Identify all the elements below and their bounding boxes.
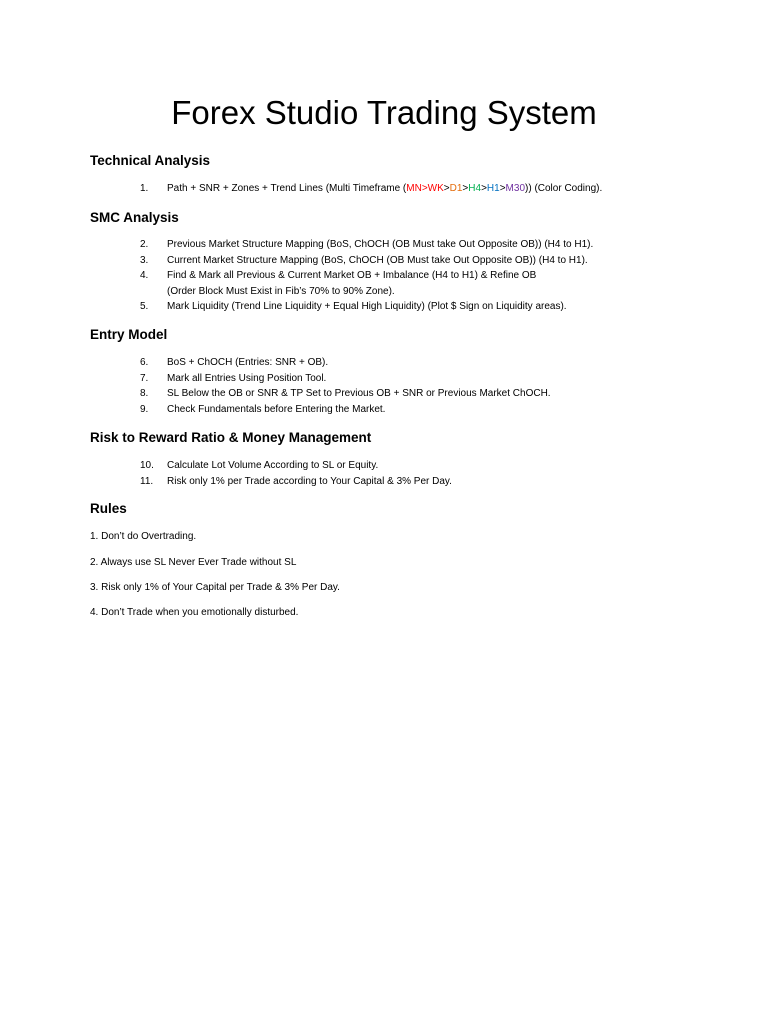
section-heading-rules: Rules	[90, 501, 127, 516]
list-item-text: Risk only 1% per Trade according to Your Capital & 3% Per Day.	[167, 475, 452, 487]
list-item-text	[167, 181, 602, 197]
list-item-text: Current Market Structure Mapping (BoS, ChOCH (OB Must take Out Opposite OB)) (H4 to H1).	[167, 254, 588, 266]
timeframe-wk: WK	[427, 183, 444, 194]
rule-item: 1. Don’t do Overtrading.	[90, 531, 197, 542]
list-item-text: Check Fundamentals before Entering the Market.	[167, 403, 386, 415]
list-item-number: 4.	[140, 270, 149, 281]
timeframe-separator: >	[481, 183, 487, 194]
list-item	[140, 371, 551, 387]
list-item	[140, 299, 593, 315]
list-item-text: Mark all Entries Using Position Tool.	[167, 372, 327, 384]
section-heading-technical-analysis: Technical Analysis	[90, 153, 211, 168]
list-item-number: 8.	[140, 388, 149, 399]
entry-model-list	[140, 355, 551, 417]
list-item	[140, 402, 551, 418]
timeframe-h1: H1	[486, 183, 500, 194]
list-item-number: 1.	[140, 183, 149, 194]
timeframe-prefix: Path + SNR + Zones + Trend Lines (Multi Timeframe (	[167, 183, 407, 194]
list-item-number: 6.	[140, 357, 149, 368]
list-item	[140, 458, 452, 474]
list-item-number: 11.	[140, 475, 154, 487]
risk-management-list	[140, 458, 452, 489]
list-item-line: Find & Mark all Previous & Current Market OB + Imbalance (H4 to H1) & Refine OB	[167, 270, 537, 281]
rule-item: 4. Don’t Trade when you emotionally disturbed.	[90, 607, 299, 618]
list-item-text: Calculate Lot Volume According to SL or Equity.	[167, 460, 379, 471]
section-heading-smc-analysis: SMC Analysis	[90, 210, 179, 225]
list-item-text: Previous Market Structure Mapping (BoS, ChOCH (OB Must take Out Opposite OB)) (H4 to H1).	[167, 239, 594, 250]
timeframe-mn: MN	[406, 183, 422, 194]
list-item	[140, 355, 551, 371]
list-item	[140, 386, 551, 402]
list-item-number: 7.	[140, 372, 149, 384]
rule-item: 3. Risk only 1% of Your Capital per Trade & 3% Per Day.	[90, 582, 340, 593]
list-item	[140, 268, 593, 299]
timeframe-suffix: )) (Color Coding).	[525, 183, 603, 194]
rule-item: 2. Always use SL Never Ever Trade without SL	[90, 557, 297, 568]
list-item	[140, 253, 593, 269]
list-item	[140, 474, 452, 490]
timeframe-m30: M30	[505, 183, 525, 194]
list-item-number: 2.	[140, 239, 149, 250]
timeframe-d1: D1	[449, 183, 463, 194]
smc-analysis-list	[140, 237, 593, 315]
list-item-line: (Order Block Must Exist in Fib’s 70% to 90% Zone).	[167, 285, 395, 297]
list-item-text: SL Below the OB or SNR & TP Set to Previous OB + SNR or Previous Market ChOCH.	[167, 388, 551, 399]
list-item-number: 10.	[140, 460, 154, 471]
list-item-text	[167, 268, 536, 299]
page-title: Forex Studio Trading System	[171, 94, 597, 131]
list-item-text: BoS + ChOCH (Entries: SNR + OB).	[167, 357, 329, 368]
list-item-number: 3.	[140, 254, 149, 266]
timeframe-separator: >	[499, 183, 506, 194]
timeframe-separator: >	[462, 183, 469, 194]
timeframe-separator: >	[421, 183, 428, 194]
section-heading-risk-management: Risk to Reward Ratio & Money Management	[90, 430, 372, 445]
list-item-text: Mark Liquidity (Trend Line Liquidity + Equal High Liquidity) (Plot $ Sign on Liquidity areas).	[167, 301, 567, 312]
timeframe-separator: >	[443, 183, 450, 194]
list-item	[140, 181, 602, 197]
list-item	[140, 237, 593, 253]
list-item-number: 9.	[140, 403, 149, 415]
list-item-number: 5.	[140, 301, 149, 312]
section-heading-entry-model: Entry Model	[90, 327, 168, 342]
timeframe-h4: H4	[468, 183, 482, 194]
technical-analysis-list	[140, 181, 602, 197]
